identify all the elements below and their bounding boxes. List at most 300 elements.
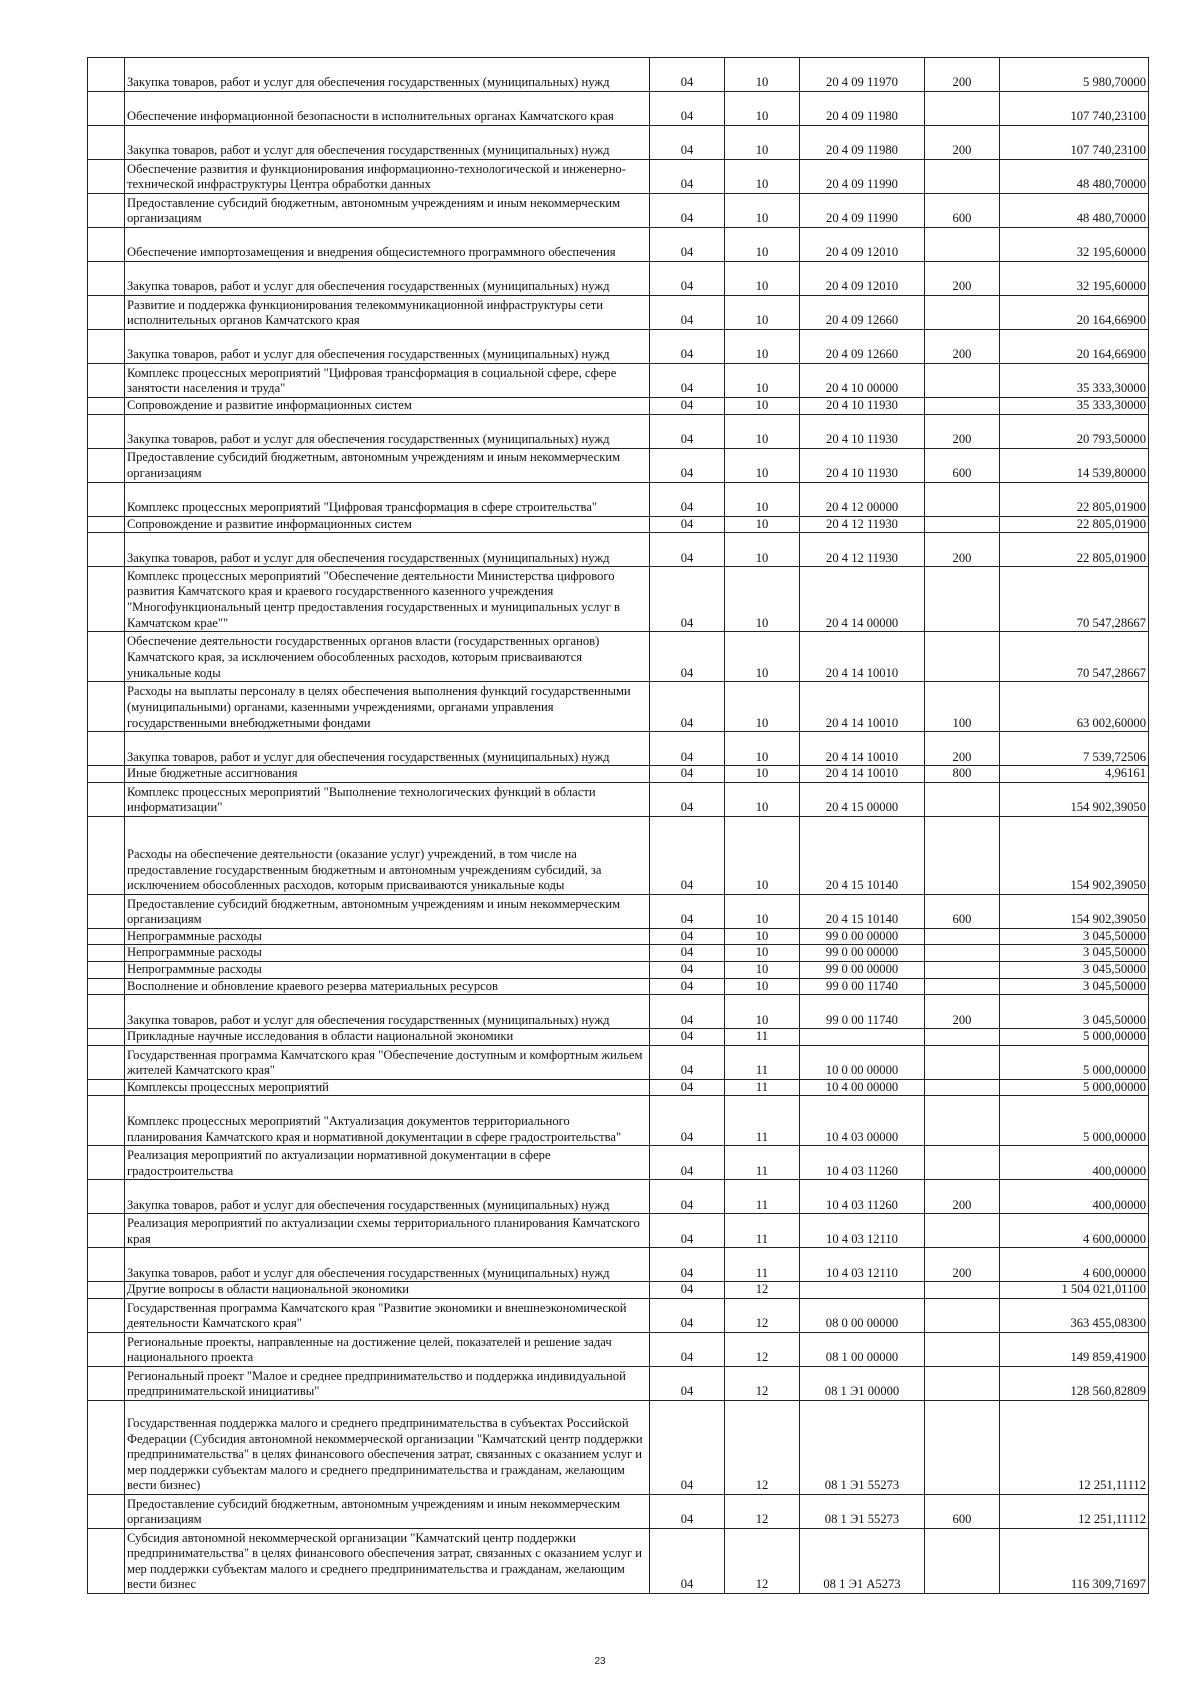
row-subsection-cell: 10	[725, 330, 800, 364]
row-amount-cell: 154 902,39050	[1000, 894, 1149, 928]
row-subsection-cell: 10	[725, 782, 800, 816]
table-row	[88, 1146, 1149, 1180]
row-number-cell	[88, 296, 125, 330]
row-section-cell: 04	[650, 1400, 725, 1494]
row-expense-type-cell: 600	[925, 194, 1000, 228]
row-target-code-cell: 20 4 10 11930	[800, 398, 925, 415]
row-section-cell: 04	[650, 732, 725, 766]
row-subsection-cell: 10	[725, 533, 800, 567]
row-number-cell	[88, 160, 125, 194]
table-row	[88, 516, 1149, 533]
row-name-cell: Непрограммные расходы	[125, 945, 650, 962]
row-expense-type-cell	[925, 978, 1000, 995]
row-subsection-cell: 10	[725, 92, 800, 126]
row-target-code-cell: 20 4 12 11930	[800, 533, 925, 567]
row-name-cell: Комплекс процессных мероприятий "Обеспечение деятельности Министерства цифрового развития Камчатского края и краевого государственного казенного учреждения "Многофункциональный центр предоставления государственных и муниципальных услуг в Камчатском крае""	[125, 567, 650, 632]
row-section-cell: 04	[650, 516, 725, 533]
row-name-cell: Закупка товаров, работ и услуг для обеспечения государственных (муниципальных) нужд	[125, 414, 650, 448]
row-name-cell: Обеспечение развития и функционирования информационно-технологической и инженерно-технической инфраструктуры Центра обработки данных	[125, 160, 650, 194]
table-row	[88, 194, 1149, 228]
row-subsection-cell: 10	[725, 945, 800, 962]
table-row	[88, 945, 1149, 962]
table-row	[88, 766, 1149, 783]
row-target-code-cell: 20 4 14 10010	[800, 632, 925, 682]
row-expense-type-cell	[925, 1298, 1000, 1332]
row-number-cell	[88, 1282, 125, 1299]
row-section-cell: 04	[650, 262, 725, 296]
row-section-cell: 04	[650, 92, 725, 126]
row-number-cell	[88, 1400, 125, 1494]
row-name-cell: Комплексы процессных мероприятий	[125, 1079, 650, 1096]
row-subsection-cell: 10	[725, 482, 800, 516]
row-number-cell	[88, 816, 125, 894]
row-section-cell: 04	[650, 961, 725, 978]
row-name-cell: Государственная программа Камчатского края "Обеспечение доступным и комфортным жильем жителей Камчатского края"	[125, 1045, 650, 1079]
row-amount-cell: 48 480,70000	[1000, 160, 1149, 194]
row-subsection-cell: 10	[725, 928, 800, 945]
table-row	[88, 414, 1149, 448]
row-name-cell: Предоставление субсидий бюджетным, автономным учреждениям и иным некоммерческим организациям	[125, 448, 650, 482]
row-expense-type-cell: 200	[925, 126, 1000, 160]
row-amount-cell: 4,96161	[1000, 766, 1149, 783]
row-amount-cell: 70 547,28667	[1000, 567, 1149, 632]
row-section-cell: 04	[650, 194, 725, 228]
row-name-cell: Реализация мероприятий по актуализации нормативной документации в сфере градостроительства	[125, 1146, 650, 1180]
row-subsection-cell: 10	[725, 995, 800, 1029]
row-subsection-cell: 12	[725, 1332, 800, 1366]
table-row	[88, 1298, 1149, 1332]
row-section-cell: 04	[650, 296, 725, 330]
row-target-code-cell: 20 4 10 11930	[800, 414, 925, 448]
row-expense-type-cell: 200	[925, 414, 1000, 448]
row-name-cell: Комплекс процессных мероприятий "Выполнение технологических функций в области информатизации"	[125, 782, 650, 816]
row-expense-type-cell	[925, 567, 1000, 632]
row-name-cell: Развитие и поддержка функционирования телекоммуникационной инфраструктуры сети исполнительных органов Камчатского края	[125, 296, 650, 330]
row-subsection-cell: 10	[725, 516, 800, 533]
row-section-cell: 04	[650, 126, 725, 160]
row-expense-type-cell: 600	[925, 894, 1000, 928]
row-amount-cell: 22 805,01900	[1000, 516, 1149, 533]
row-section-cell: 04	[650, 945, 725, 962]
row-expense-type-cell: 600	[925, 1494, 1000, 1528]
row-target-code-cell: 10 4 00 00000	[800, 1079, 925, 1096]
row-number-cell	[88, 1528, 125, 1593]
row-section-cell: 04	[650, 816, 725, 894]
row-number-cell	[88, 330, 125, 364]
row-number-cell	[88, 92, 125, 126]
row-expense-type-cell	[925, 1146, 1000, 1180]
row-target-code-cell: 10 4 03 12110	[800, 1248, 925, 1282]
row-target-code-cell: 20 4 12 00000	[800, 482, 925, 516]
row-target-code-cell: 20 4 09 12660	[800, 330, 925, 364]
row-number-cell	[88, 1096, 125, 1146]
row-name-cell: Закупка товаров, работ и услуг для обеспечения государственных (муниципальных) нужд	[125, 262, 650, 296]
row-amount-cell: 63 002,60000	[1000, 682, 1149, 732]
row-amount-cell: 400,00000	[1000, 1146, 1149, 1180]
row-amount-cell: 149 859,41900	[1000, 1332, 1149, 1366]
row-expense-type-cell	[925, 1528, 1000, 1593]
table-row	[88, 482, 1149, 516]
row-subsection-cell: 10	[725, 414, 800, 448]
row-amount-cell: 154 902,39050	[1000, 816, 1149, 894]
row-number-cell	[88, 766, 125, 783]
row-number-cell	[88, 448, 125, 482]
row-expense-type-cell: 200	[925, 1248, 1000, 1282]
row-name-cell: Закупка товаров, работ и услуг для обеспечения государственных (муниципальных) нужд	[125, 58, 650, 92]
row-amount-cell: 5 000,00000	[1000, 1045, 1149, 1079]
row-section-cell: 04	[650, 533, 725, 567]
row-number-cell	[88, 1298, 125, 1332]
row-target-code-cell: 99 0 00 00000	[800, 961, 925, 978]
row-section-cell: 04	[650, 448, 725, 482]
row-subsection-cell: 10	[725, 126, 800, 160]
row-amount-cell: 5 000,00000	[1000, 1079, 1149, 1096]
row-amount-cell: 116 309,71697	[1000, 1528, 1149, 1593]
row-section-cell: 04	[650, 1214, 725, 1248]
table-row	[88, 816, 1149, 894]
row-expense-type-cell	[925, 1079, 1000, 1096]
row-section-cell: 04	[650, 1029, 725, 1046]
row-name-cell: Обеспечение деятельности государственных органов власти (государственных органов) Камчатского края, за исключением обособленных расходов, которым присваиваются уникальные коды	[125, 632, 650, 682]
row-number-cell	[88, 1146, 125, 1180]
row-target-code-cell: 08 1 00 00000	[800, 1332, 925, 1366]
row-expense-type-cell	[925, 1400, 1000, 1494]
row-subsection-cell: 12	[725, 1366, 800, 1400]
row-amount-cell: 5 000,00000	[1000, 1096, 1149, 1146]
row-subsection-cell: 10	[725, 58, 800, 92]
row-target-code-cell: 08 1 Э1 A5273	[800, 1528, 925, 1593]
row-number-cell	[88, 567, 125, 632]
row-subsection-cell: 10	[725, 296, 800, 330]
row-expense-type-cell	[925, 1045, 1000, 1079]
row-expense-type-cell: 200	[925, 1180, 1000, 1214]
row-expense-type-cell	[925, 398, 1000, 415]
row-name-cell: Сопровождение и развитие информационных систем	[125, 516, 650, 533]
table-row	[88, 1029, 1149, 1046]
table-row	[88, 262, 1149, 296]
row-amount-cell: 70 547,28667	[1000, 632, 1149, 682]
row-subsection-cell: 10	[725, 160, 800, 194]
row-subsection-cell: 10	[725, 228, 800, 262]
row-target-code-cell: 20 4 09 11970	[800, 58, 925, 92]
row-section-cell: 04	[650, 894, 725, 928]
row-name-cell: Предоставление субсидий бюджетным, автономным учреждениям и иным некоммерческим организациям	[125, 894, 650, 928]
row-target-code-cell: 08 0 00 00000	[800, 1298, 925, 1332]
row-target-code-cell: 20 4 09 12660	[800, 296, 925, 330]
row-number-cell	[88, 978, 125, 995]
row-expense-type-cell: 200	[925, 533, 1000, 567]
row-name-cell: Комплекс процессных мероприятий "Актуализация документов территориального планирования Камчатского края и нормативной документации в сфере градостроительства"	[125, 1096, 650, 1146]
table-row	[88, 58, 1149, 92]
row-subsection-cell: 10	[725, 816, 800, 894]
table-row	[88, 330, 1149, 364]
table-row	[88, 1400, 1149, 1494]
row-name-cell: Закупка товаров, работ и услуг для обеспечения государственных (муниципальных) нужд	[125, 1180, 650, 1214]
row-amount-cell: 12 251,11112	[1000, 1400, 1149, 1494]
row-number-cell	[88, 516, 125, 533]
row-subsection-cell: 10	[725, 978, 800, 995]
row-amount-cell: 5 000,00000	[1000, 1029, 1149, 1046]
row-subsection-cell: 11	[725, 1029, 800, 1046]
row-subsection-cell: 11	[725, 1248, 800, 1282]
row-number-cell	[88, 928, 125, 945]
table-row	[88, 682, 1149, 732]
row-subsection-cell: 10	[725, 766, 800, 783]
row-amount-cell: 32 195,60000	[1000, 228, 1149, 262]
row-target-code-cell: 20 4 10 00000	[800, 364, 925, 398]
row-section-cell: 04	[650, 414, 725, 448]
row-amount-cell: 4 600,00000	[1000, 1248, 1149, 1282]
row-target-code-cell: 99 0 00 11740	[800, 995, 925, 1029]
row-amount-cell: 1 504 021,01100	[1000, 1282, 1149, 1299]
row-section-cell: 04	[650, 928, 725, 945]
row-expense-type-cell	[925, 1214, 1000, 1248]
row-target-code-cell: 10 4 03 00000	[800, 1096, 925, 1146]
table-row	[88, 978, 1149, 995]
row-amount-cell: 48 480,70000	[1000, 194, 1149, 228]
row-number-cell	[88, 228, 125, 262]
row-target-code-cell	[800, 1029, 925, 1046]
row-amount-cell: 128 560,82809	[1000, 1366, 1149, 1400]
row-target-code-cell: 20 4 15 10140	[800, 816, 925, 894]
table-row	[88, 1045, 1149, 1079]
row-target-code-cell: 08 1 Э1 00000	[800, 1366, 925, 1400]
row-target-code-cell: 20 4 15 10140	[800, 894, 925, 928]
row-name-cell: Закупка товаров, работ и услуг для обеспечения государственных (муниципальных) нужд	[125, 732, 650, 766]
table-row	[88, 1528, 1149, 1593]
row-subsection-cell: 10	[725, 364, 800, 398]
table-row	[88, 632, 1149, 682]
row-name-cell: Закупка товаров, работ и услуг для обеспечения государственных (муниципальных) нужд	[125, 126, 650, 160]
row-number-cell	[88, 1079, 125, 1096]
row-name-cell: Другие вопросы в области национальной экономики	[125, 1282, 650, 1299]
row-amount-cell: 154 902,39050	[1000, 782, 1149, 816]
row-section-cell: 04	[650, 1366, 725, 1400]
row-subsection-cell: 10	[725, 567, 800, 632]
row-target-code-cell: 20 4 09 11990	[800, 160, 925, 194]
row-name-cell: Предоставление субсидий бюджетным, автономным учреждениям и иным некоммерческим организациям	[125, 194, 650, 228]
row-number-cell	[88, 1248, 125, 1282]
row-amount-cell: 20 793,50000	[1000, 414, 1149, 448]
table-row	[88, 160, 1149, 194]
row-name-cell: Сопровождение и развитие информационных систем	[125, 398, 650, 415]
row-expense-type-cell	[925, 816, 1000, 894]
row-section-cell: 04	[650, 160, 725, 194]
table-row	[88, 1180, 1149, 1214]
row-amount-cell: 35 333,30000	[1000, 364, 1149, 398]
row-section-cell: 04	[650, 1079, 725, 1096]
row-name-cell: Прикладные научные исследования в области национальной экономики	[125, 1029, 650, 1046]
row-subsection-cell: 10	[725, 894, 800, 928]
row-number-cell	[88, 1180, 125, 1214]
row-target-code-cell: 99 0 00 11740	[800, 978, 925, 995]
row-name-cell: Обеспечение информационной безопасности в исполнительных органах Камчатского края	[125, 92, 650, 126]
row-name-cell: Закупка товаров, работ и услуг для обеспечения государственных (муниципальных) нужд	[125, 533, 650, 567]
row-number-cell	[88, 194, 125, 228]
row-amount-cell: 32 195,60000	[1000, 262, 1149, 296]
row-number-cell	[88, 1332, 125, 1366]
row-section-cell: 04	[650, 1096, 725, 1146]
page-number: 23	[594, 1656, 606, 1667]
row-number-cell	[88, 1214, 125, 1248]
row-expense-type-cell: 800	[925, 766, 1000, 783]
row-section-cell: 04	[650, 1146, 725, 1180]
row-expense-type-cell	[925, 782, 1000, 816]
row-number-cell	[88, 961, 125, 978]
row-name-cell: Непрограммные расходы	[125, 928, 650, 945]
row-section-cell: 04	[650, 398, 725, 415]
row-number-cell	[88, 1494, 125, 1528]
row-name-cell: Расходы на выплаты персоналу в целях обеспечения выполнения функций государственными (муниципальными) органами, казенными учреждениями, органами управления государственными внебюджетными фондами	[125, 682, 650, 732]
row-amount-cell: 20 164,66900	[1000, 330, 1149, 364]
row-expense-type-cell	[925, 1029, 1000, 1046]
table-row	[88, 398, 1149, 415]
row-target-code-cell: 20 4 09 11990	[800, 194, 925, 228]
row-name-cell: Предоставление субсидий бюджетным, автономным учреждениям и иным некоммерческим организациям	[125, 1494, 650, 1528]
row-section-cell: 04	[650, 567, 725, 632]
row-amount-cell: 12 251,11112	[1000, 1494, 1149, 1528]
row-expense-type-cell	[925, 160, 1000, 194]
table-row	[88, 732, 1149, 766]
row-subsection-cell: 10	[725, 682, 800, 732]
row-number-cell	[88, 398, 125, 415]
row-target-code-cell: 10 4 03 12110	[800, 1214, 925, 1248]
row-subsection-cell: 12	[725, 1494, 800, 1528]
row-expense-type-cell	[925, 92, 1000, 126]
table-row	[88, 448, 1149, 482]
row-number-cell	[88, 262, 125, 296]
row-name-cell: Реализация мероприятий по актуализации схемы территориального планирования Камчатского края	[125, 1214, 650, 1248]
row-amount-cell: 4 600,00000	[1000, 1214, 1149, 1248]
table-row	[88, 364, 1149, 398]
row-target-code-cell: 20 4 09 11980	[800, 126, 925, 160]
table-row	[88, 296, 1149, 330]
row-amount-cell: 3 045,50000	[1000, 995, 1149, 1029]
row-amount-cell: 22 805,01900	[1000, 482, 1149, 516]
table-row	[88, 961, 1149, 978]
row-name-cell: Закупка товаров, работ и услуг для обеспечения государственных (муниципальных) нужд	[125, 330, 650, 364]
table-row	[88, 92, 1149, 126]
row-subsection-cell: 12	[725, 1400, 800, 1494]
row-number-cell	[88, 482, 125, 516]
row-number-cell	[88, 364, 125, 398]
row-subsection-cell: 11	[725, 1214, 800, 1248]
table-row	[88, 1248, 1149, 1282]
row-expense-type-cell	[925, 1282, 1000, 1299]
row-amount-cell: 363 455,08300	[1000, 1298, 1149, 1332]
row-section-cell: 04	[650, 766, 725, 783]
row-section-cell: 04	[650, 330, 725, 364]
row-name-cell: Закупка товаров, работ и услуг для обеспечения государственных (муниципальных) нужд	[125, 1248, 650, 1282]
row-amount-cell: 3 045,50000	[1000, 961, 1149, 978]
row-number-cell	[88, 58, 125, 92]
row-expense-type-cell: 200	[925, 732, 1000, 766]
row-expense-type-cell	[925, 1332, 1000, 1366]
row-amount-cell: 7 539,72506	[1000, 732, 1149, 766]
table-row	[88, 782, 1149, 816]
row-number-cell	[88, 894, 125, 928]
table-row	[88, 567, 1149, 632]
row-number-cell	[88, 1045, 125, 1079]
row-amount-cell: 107 740,23100	[1000, 126, 1149, 160]
row-target-code-cell: 20 4 14 10010	[800, 682, 925, 732]
row-number-cell	[88, 533, 125, 567]
row-expense-type-cell	[925, 632, 1000, 682]
row-section-cell: 04	[650, 978, 725, 995]
row-subsection-cell: 11	[725, 1146, 800, 1180]
table-row	[88, 1096, 1149, 1146]
row-subsection-cell: 11	[725, 1096, 800, 1146]
row-target-code-cell: 08 1 Э1 55273	[800, 1494, 925, 1528]
row-target-code-cell: 99 0 00 00000	[800, 928, 925, 945]
row-amount-cell: 3 045,50000	[1000, 978, 1149, 995]
row-expense-type-cell: 200	[925, 58, 1000, 92]
row-target-code-cell: 20 4 14 00000	[800, 567, 925, 632]
row-expense-type-cell	[925, 228, 1000, 262]
row-target-code-cell: 20 4 09 11980	[800, 92, 925, 126]
row-target-code-cell: 20 4 09 12010	[800, 228, 925, 262]
row-number-cell	[88, 1029, 125, 1046]
row-name-cell: Обеспечение импортозамещения и внедрения общесистемного программного обеспечения	[125, 228, 650, 262]
row-target-code-cell: 20 4 14 10010	[800, 766, 925, 783]
row-section-cell: 04	[650, 782, 725, 816]
row-section-cell: 04	[650, 58, 725, 92]
row-section-cell: 04	[650, 1494, 725, 1528]
row-amount-cell: 3 045,50000	[1000, 945, 1149, 962]
table-body	[88, 58, 1149, 1594]
row-expense-type-cell: 200	[925, 995, 1000, 1029]
row-amount-cell: 107 740,23100	[1000, 92, 1149, 126]
row-expense-type-cell: 200	[925, 262, 1000, 296]
row-expense-type-cell: 200	[925, 330, 1000, 364]
row-section-cell: 04	[650, 682, 725, 732]
table-row	[88, 1079, 1149, 1096]
table-row	[88, 1282, 1149, 1299]
row-section-cell: 04	[650, 482, 725, 516]
row-section-cell: 04	[650, 1045, 725, 1079]
row-name-cell: Региональный проект "Малое и среднее предпринимательство и поддержка индивидуальной предпринимательской инициативы"	[125, 1366, 650, 1400]
row-expense-type-cell	[925, 928, 1000, 945]
row-expense-type-cell	[925, 516, 1000, 533]
row-number-cell	[88, 682, 125, 732]
row-subsection-cell: 12	[725, 1298, 800, 1332]
row-subsection-cell: 12	[725, 1528, 800, 1593]
table-row	[88, 1366, 1149, 1400]
table-row	[88, 228, 1149, 262]
row-target-code-cell: 20 4 15 00000	[800, 782, 925, 816]
row-section-cell: 04	[650, 364, 725, 398]
row-section-cell: 04	[650, 1248, 725, 1282]
row-expense-type-cell: 600	[925, 448, 1000, 482]
row-section-cell: 04	[650, 228, 725, 262]
row-amount-cell: 22 805,01900	[1000, 533, 1149, 567]
row-expense-type-cell	[925, 961, 1000, 978]
row-amount-cell: 5 980,70000	[1000, 58, 1149, 92]
row-section-cell: 04	[650, 1282, 725, 1299]
row-target-code-cell: 10 4 03 11260	[800, 1180, 925, 1214]
row-target-code-cell	[800, 1282, 925, 1299]
row-amount-cell: 35 333,30000	[1000, 398, 1149, 415]
row-subsection-cell: 11	[725, 1180, 800, 1214]
table-row	[88, 1494, 1149, 1528]
row-expense-type-cell	[925, 1366, 1000, 1400]
row-expense-type-cell	[925, 945, 1000, 962]
row-target-code-cell: 99 0 00 00000	[800, 945, 925, 962]
row-target-code-cell: 20 4 14 10010	[800, 732, 925, 766]
table-row	[88, 928, 1149, 945]
table-row	[88, 1332, 1149, 1366]
row-name-cell: Субсидия автономной некоммерческой организации "Камчатский центр поддержки предпринимательства" в целях финансового обеспечения затрат, связанных с оказанием услуг и мер поддержки субъектам малого и среднего предпринимательства и гражданам, желающим вести бизнес	[125, 1528, 650, 1593]
